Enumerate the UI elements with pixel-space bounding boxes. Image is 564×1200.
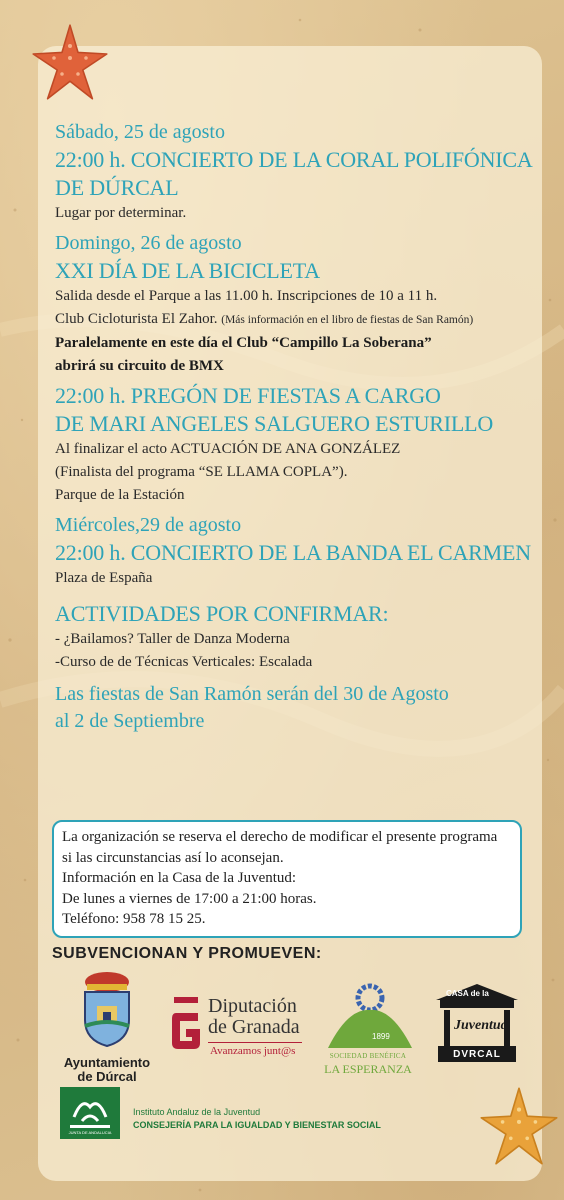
junta-label: JUNTA DE ANDALUCIA bbox=[68, 1130, 112, 1135]
program-day: Domingo, 26 de agosto bbox=[55, 232, 242, 254]
program-event-title: ACTIVIDADES POR CONFIRMAR: bbox=[55, 601, 389, 626]
diputacion-region: de Granada bbox=[208, 1016, 300, 1038]
notice-phone: Teléfono: 958 78 15 25. bbox=[62, 911, 206, 927]
program-detail: Salida desde el Parque a las 11.00 h. Inscripciones de 10 a 11 h. bbox=[55, 288, 438, 304]
program-detail: (Finalista del programa “SE LLAMA COPLA”). bbox=[55, 464, 348, 480]
casa-label: CASA de la bbox=[446, 989, 489, 998]
spacer bbox=[55, 590, 540, 600]
coat-of-arms-icon bbox=[52, 968, 162, 1048]
program-day: Sábado, 25 de agosto bbox=[55, 121, 225, 143]
program-highlight: abrirá su circuito de BMX bbox=[55, 358, 224, 374]
program-event-title: 22:00 h. CONCIERTO DE LA CORAL POLIFÓNICA bbox=[55, 147, 533, 172]
program-detail bbox=[55, 308, 540, 332]
notice-line: si las circunstancias así lo aconsejan. bbox=[62, 849, 284, 866]
notice-line: De lunes a viernes de 17:00 a 21:00 horas. bbox=[62, 890, 317, 907]
program-day: Miércoles,29 de agosto bbox=[55, 514, 242, 536]
starfish-icon bbox=[478, 1085, 560, 1167]
diputacion-logo bbox=[170, 995, 305, 1065]
diputacion-slogan: Avanzamos junt@s bbox=[210, 1045, 296, 1057]
casa-juventud-script: Juventud bbox=[454, 1018, 508, 1033]
program-event-title: DE MARI ANGELES SALGUERO ESTURILLO bbox=[55, 411, 494, 436]
esperanza-hill-icon bbox=[318, 980, 418, 1050]
program-highlight: Paralelamente en este día el Club “Campillo La Soberana” bbox=[55, 335, 432, 351]
notice-box bbox=[52, 820, 522, 938]
esperanza-logo bbox=[318, 980, 418, 1080]
sponsors-title: SUBVENCIONAN Y PROMUEVEN: bbox=[52, 945, 322, 962]
program-day: Las fiestas de San Ramón serán del 30 de Agosto bbox=[55, 683, 449, 705]
esperanza-name: LA ESPERANZA bbox=[324, 1062, 412, 1076]
spacer bbox=[55, 674, 540, 680]
program-event-title: XXI DÍA DE LA BICICLETA bbox=[55, 258, 320, 283]
notice-line: La organización se reserva el derecho de modificar el presente programa bbox=[62, 829, 498, 845]
program-event-title: 22:00 h. PREGÓN DE FIESTAS A CARGO bbox=[55, 383, 441, 408]
consejeria-text: CONSEJERÍA PARA LA IGUALDAD Y BIENESTAR SOCIAL bbox=[133, 1120, 381, 1130]
diputacion-g-icon bbox=[170, 997, 202, 1051]
program-detail-main: Club Cicloturista El Zahor. bbox=[55, 311, 222, 327]
casa-town: DVRCAL bbox=[453, 1049, 501, 1060]
program-detail: -Curso de de Técnicas Verticales: Escalada bbox=[55, 654, 313, 670]
spacer bbox=[55, 507, 540, 511]
program-detail: Lugar por determinar. bbox=[55, 205, 187, 221]
starfish-icon bbox=[30, 22, 110, 102]
notice-line: Información en la Casa de la Juventud: bbox=[62, 870, 297, 886]
instituto-text: Instituto Andaluz de la Juventud bbox=[133, 1107, 261, 1117]
junta-andalucia-logo bbox=[60, 1087, 120, 1139]
spacer bbox=[55, 225, 540, 229]
casa-juventud-logo bbox=[432, 982, 522, 1064]
ayuntamiento-name: Ayuntamiento bbox=[63, 1055, 151, 1070]
program-detail-note: (Más información en el libro de fiestas de San Ramón) bbox=[221, 314, 474, 326]
program-detail: - ¿Bailamos? Taller de Danza Moderna bbox=[55, 631, 290, 647]
program-list bbox=[55, 118, 540, 735]
program-event-title: 22:00 h. CONCIERTO DE LA BANDA EL CARMEN bbox=[55, 540, 531, 565]
program-event-title: DE DÚRCAL bbox=[55, 175, 179, 200]
ayuntamiento-town: de Dúrcal bbox=[77, 1069, 137, 1084]
program-detail: Plaza de España bbox=[55, 570, 153, 586]
esperanza-subtitle: SOCIEDAD BENÉFICA bbox=[329, 1052, 407, 1060]
ayuntamiento-logo bbox=[52, 968, 162, 1084]
divider bbox=[208, 1042, 302, 1043]
diputacion-name: Diputación bbox=[208, 995, 297, 1017]
esperanza-year: 1899 bbox=[372, 1032, 390, 1041]
program-detail: Al finalizar el acto ACTUACIÓN DE ANA GONZÁLEZ bbox=[55, 441, 401, 457]
program-detail: Parque de la Estación bbox=[55, 487, 185, 503]
program-day: al 2 de Septiembre bbox=[55, 710, 205, 732]
